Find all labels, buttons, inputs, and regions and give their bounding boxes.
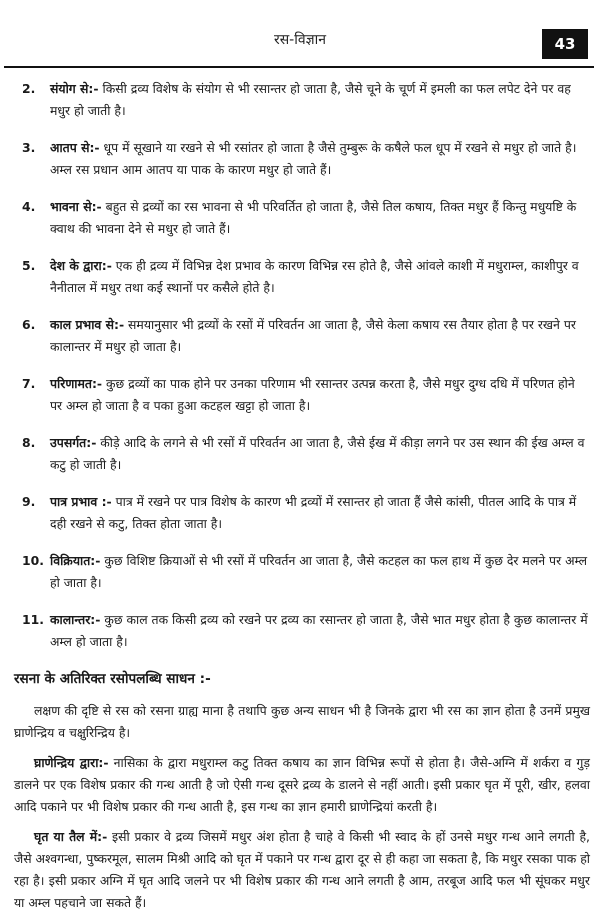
list-item — [14, 137, 590, 181]
item-term: आतप से:- — [50, 140, 100, 155]
item-text: कुछ काल तक किसी द्रव्य को रखने पर द्रव्य का रसान्तर हो जाता है, जैसे भात मधुर होता है कुछ कालान्तर में अम्ल हो जाता है। — [50, 612, 588, 649]
item-term: काल प्रभाव से:- — [50, 317, 125, 332]
item-text: धूप में सूखाने या रखने से भी रसांतर हो जाता है जैसे तुम्बुरू के कषैले फल धूप में रखने से मधुर हो जाते है। अम्ल रस प्रधान आम आतप या पाक के कारण मधुर हो जाते हैं। — [50, 140, 577, 177]
paragraph-text: नासिका के द्वारा मधुराम्ल कटु तिक्त कषाय का ज्ञान विभिन्न रूपों से होता है। जैसे-अग्नि में शर्करा व गुड़ डालने पर एक विशेष प्रकार की गन्ध आती है जो ऐसी गन्ध दूसरे द्रव्य के डालने से नहीं आती। इसी प्रकार घृत में पूरी, खीर, हलवा आदि पकाने पर भी विशेष प्रकार की गन्ध आती है, इस गन्ध का ज्ञान हमारी घ्राणेन्द्रियां करती है। — [14, 755, 590, 814]
item-text: किसी द्रव्य विशेष के संयोग से भी रसान्तर हो जाता है, जैसे चूने के चूर्ण में इमली का फल लपेट देने पर वह मधुर हो जाती है। — [50, 81, 571, 118]
list-item — [14, 314, 590, 358]
item-text: एक ही द्रव्य में विभिन्न देश प्रभाव के कारण विभिन्न रस होते है, जैसे आंवले काशी में मधुराम्ल, काशीपुर व नैनीताल में मधुर तथा कई स्थानों पर कसैले होते है। — [50, 258, 579, 295]
item-text: समयानुसार भी द्रव्यों के रसों में परिवर्तन आ जाता है, जैसे केला कषाय रस तैयार होता है पर रखने पर कालान्तर में मधुर हो जाता है। — [50, 317, 576, 354]
list-item — [14, 78, 590, 122]
section-heading: रसना के अतिरिक्त रसोपलब्धि साधन :- — [14, 671, 211, 687]
item-text: बहुत से द्रव्यों का रस भावना से भी परिवर्तित हो जाता है, जैसे तिल कषाय, तिक्त मधुर हैं किन्तु मधुयष्टि के क्वाथ की भावना देने से मधुर हो जाते हैं। — [50, 199, 577, 236]
item-text: कुछ विशिष्ट क्रियाओं से भी रसों में परिवर्तन आ जाता है, जैसे कटहल का फल हाथ में कुछ देर मलने पर अम्ल हो जाता है। — [50, 553, 588, 590]
item-term: कालान्तर:- — [50, 612, 101, 627]
list-item — [14, 432, 590, 476]
header-rule — [4, 66, 594, 68]
item-term: परिणामत:- — [50, 376, 103, 391]
item-number: 4. — [22, 199, 36, 214]
item-number: 5. — [22, 258, 36, 273]
item-term: उपसर्गत:- — [50, 435, 97, 450]
item-text: कुछ द्रव्यों का पाक होने पर उनका परिणाम भी रसान्तर उत्पन्न करता है, जैसे मधुर दुग्ध दधि में परिणत होने पर अम्ल हो जाता है व पका हुआ कटहल खट्टा हो जाता है। — [50, 376, 575, 413]
list-item — [14, 491, 590, 535]
item-term: संयोग से:- — [50, 81, 99, 96]
list-item — [14, 550, 590, 594]
section-intro: लक्षण की दृष्टि से रस को रसना ग्राह्य माना है तथापि कुछ अन्य साधन भी है जिनके द्वारा भी रस का ज्ञान होता है उनमें प्रमुख घ्राणेन्द्रिय व चक्षुरिन्द्रिय है। — [14, 703, 590, 740]
paragraph-term: घृत या तैल में:- — [34, 829, 108, 844]
paragraph-term: घ्राणेन्द्रिय द्वारा:- — [34, 755, 109, 770]
page-number: 43 — [542, 29, 588, 59]
item-term: पात्र प्रभाव :- — [50, 494, 112, 509]
item-term: देश के द्वारा:- — [50, 258, 112, 273]
list-item — [14, 255, 590, 299]
item-number: 9. — [22, 494, 36, 509]
item-term: भावना से:- — [50, 199, 102, 214]
section-paragraph — [14, 752, 590, 818]
item-number: 8. — [22, 435, 36, 450]
item-number: 7. — [22, 376, 36, 391]
item-number: 2. — [22, 81, 36, 96]
item-number: 11. — [22, 612, 44, 627]
list-item — [14, 373, 590, 417]
list-item — [14, 196, 590, 240]
paragraph-text: इसी प्रकार वे द्रव्य जिसमें मधुर अंश होता है चाहे वे किसी भी स्वाद के हों उनसे मधुर गन्ध आने लगती है, जैसे अश्वगन्धा, पुष्करमूल, सालम मिश्री आदि को घृत में पकाने पर गन्ध द्वारा दूर से ही कहा जा सकता है, कि मधुर रसका पाक हो रहा है। इसी प्रकार अग्नि में घृत आदि जलने पर भी विशेष प्रकार की गन्ध आने लगती है आम, तरबूज आदि फल भी सूंघकर मधुर या अम्ल पहचाने जा सकते हैं। — [14, 829, 590, 910]
item-text: कीड़े आदि के लगने से भी रसों में परिवर्तन आ जाता है, जैसे ईख में कीड़ा लगने पर उस स्थान की ईख अम्ल व कटु हो जाती है। — [50, 435, 585, 472]
item-number: 10. — [22, 553, 44, 568]
running-title: रस-विज्ञान — [273, 32, 327, 48]
item-text: पात्र में रखने पर पात्र विशेष के कारण भी द्रव्यों में रसान्तर हो जाता हैं जैसे कांसी, पीतल आदि के पात्र में दही रखने से कटु, तिक्त होता जाता है। — [50, 494, 577, 531]
list-item — [14, 609, 590, 653]
page-header — [0, 0, 600, 66]
item-term: विक्रियात:- — [50, 553, 101, 568]
item-number: 6. — [22, 317, 36, 332]
item-number: 3. — [22, 140, 36, 155]
section-paragraph — [14, 826, 590, 914]
page-body — [14, 78, 590, 922]
